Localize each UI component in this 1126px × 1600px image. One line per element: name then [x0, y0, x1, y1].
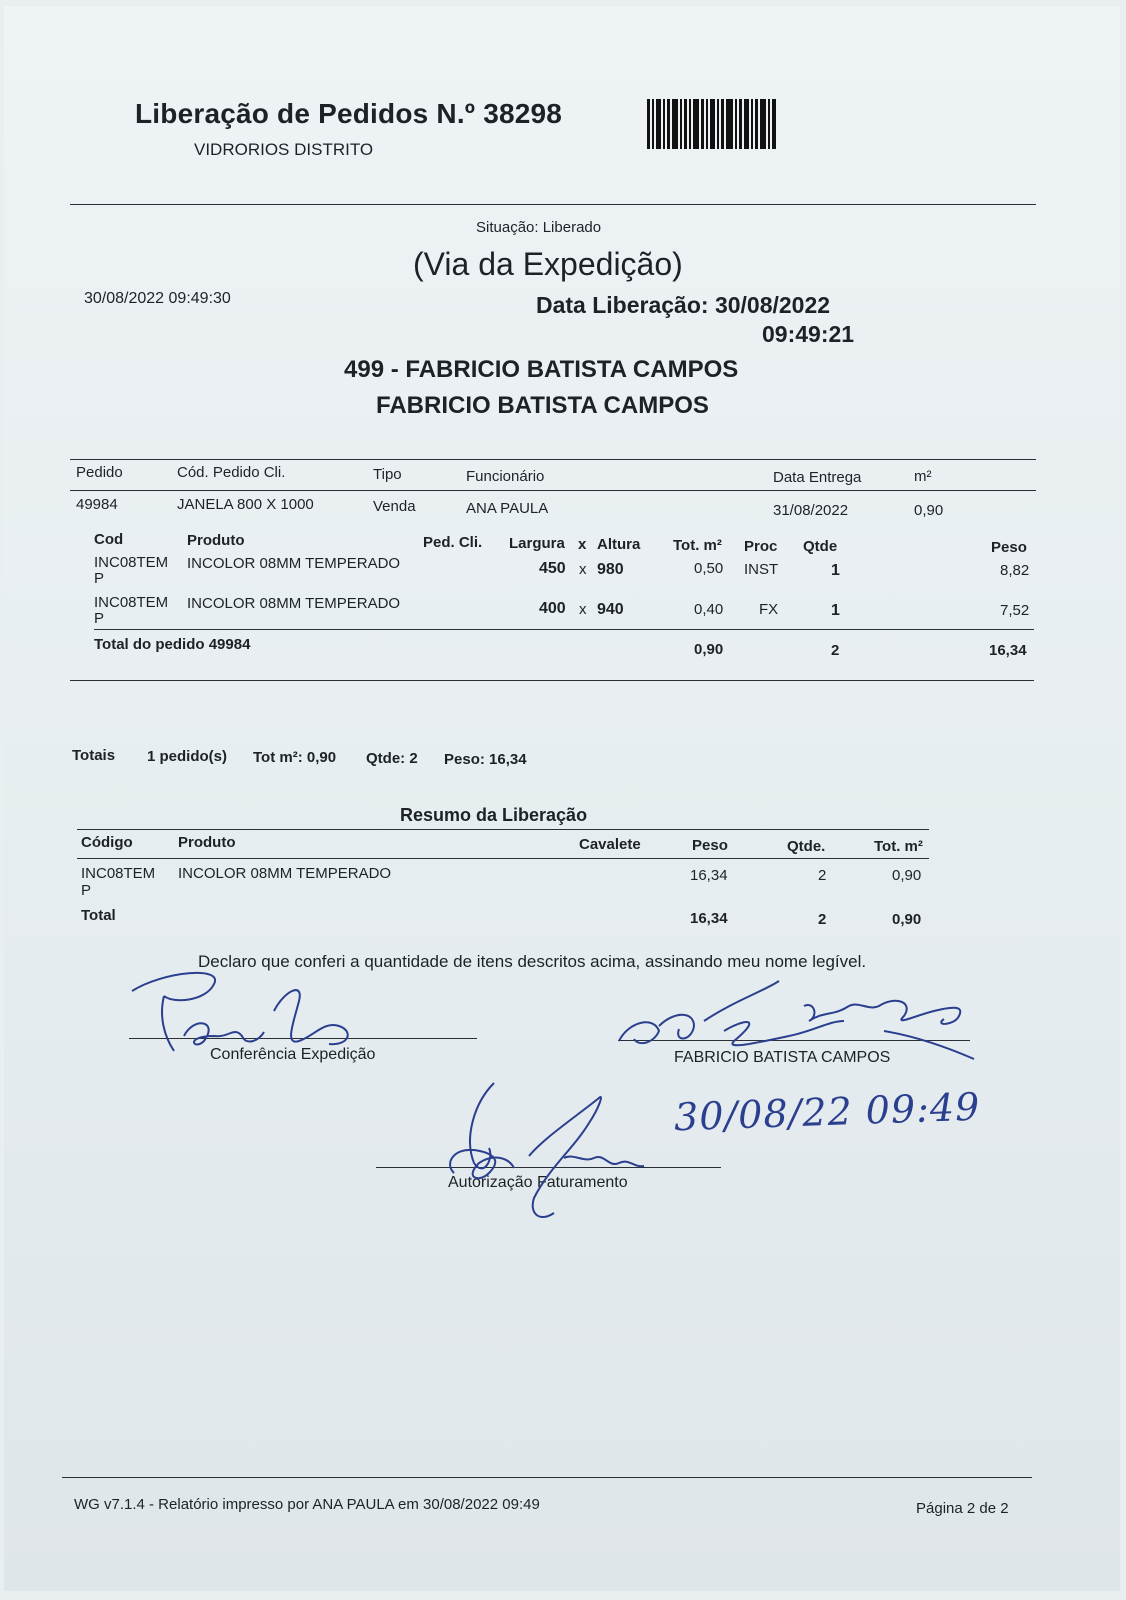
- item-1-tot: 0,50: [694, 560, 724, 577]
- release-date: Data Liberação: 30/08/2022: [536, 292, 831, 318]
- item-2-tot: 0,40: [694, 601, 724, 618]
- totals-pedidos: 1 pedido(s): [147, 748, 228, 765]
- items-col-ped-cli: Ped. Cli.: [423, 534, 483, 551]
- summary-total-label: Total: [81, 907, 116, 924]
- document-sheet: [4, 6, 1120, 1591]
- item-2-x: x: [579, 601, 587, 618]
- summary-row-tot: 0,90: [892, 867, 922, 884]
- signature-paulo: [124, 966, 384, 1061]
- handwritten-date: 30/08/22 09:49: [673, 1084, 981, 1140]
- items-col-largura: Largura: [509, 535, 565, 552]
- col-data-entrega: Data Entrega: [773, 469, 862, 486]
- summary-total-qtde: 2: [818, 911, 827, 928]
- barcode: [647, 99, 778, 149]
- items-total-rule: [94, 629, 1034, 630]
- summary-col-peso: Peso: [692, 837, 728, 854]
- summary-col-produto: Produto: [178, 834, 236, 851]
- col-pedido: Pedido: [76, 464, 123, 481]
- items-col-cod: Cod: [94, 531, 124, 548]
- item-2-qtde: 1: [831, 602, 840, 619]
- item-2-cod: INC08TEM: [94, 594, 169, 611]
- client-signature-label: FABRICIO BATISTA CAMPOS: [674, 1049, 891, 1066]
- order-type: Venda: [373, 498, 416, 515]
- order-client-code: JANELA 800 X 1000: [177, 496, 314, 513]
- totals-peso: Peso: 16,34: [444, 751, 527, 768]
- summary-total-tot: 0,90: [892, 911, 922, 928]
- totals-label: Totais: [72, 747, 116, 764]
- order-table-top-rule: [70, 459, 1036, 460]
- order-m2: 0,90: [914, 502, 944, 519]
- col-tipo: Tipo: [373, 466, 402, 483]
- summary-total-peso: 16,34: [690, 910, 728, 927]
- order-employee: ANA PAULA: [466, 500, 549, 517]
- summary-title: Resumo da Liberação: [400, 805, 588, 825]
- footer-page-number: Página 2 de 2: [916, 1500, 1009, 1517]
- situation-label: Situação: Liberado: [476, 219, 602, 236]
- summary-top-rule: [77, 829, 929, 830]
- order-number: 49984: [76, 496, 118, 513]
- footer-divider: [62, 1477, 1032, 1478]
- item-2-peso: 7,52: [1000, 602, 1030, 619]
- company-name: VIDRORIOS DISTRITO: [194, 140, 374, 159]
- summary-row-codigo-cont: P: [81, 882, 92, 899]
- items-col-peso: Peso: [991, 539, 1027, 556]
- item-1-x: x: [579, 561, 587, 578]
- order-delivery-date: 31/08/2022: [773, 502, 849, 519]
- signature-ana-paula: [434, 1078, 654, 1228]
- items-col-altura: Altura: [597, 536, 641, 553]
- item-1-qtde: 1: [831, 562, 840, 579]
- order-total-label: Total do pedido 49984: [94, 636, 251, 653]
- footer-print-info: WG v7.1.4 - Relatório impresso por ANA PAULA em 30/08/2022 09:49: [74, 1496, 540, 1513]
- via-label: (Via da Expedição): [413, 246, 683, 282]
- item-2-proc: FX: [759, 601, 779, 618]
- order-total-peso: 16,34: [989, 642, 1027, 659]
- item-1-cod: INC08TEM: [94, 554, 169, 571]
- summary-col-codigo: Código: [81, 834, 133, 851]
- order-table-bottom-rule: [70, 680, 1034, 681]
- document-title: Liberação de Pedidos N.º 38298: [135, 98, 563, 129]
- items-col-tot-m2: Tot. m²: [673, 537, 722, 554]
- header-divider: [70, 204, 1036, 205]
- summary-col-cavalete: Cavalete: [579, 836, 641, 853]
- order-table-header-rule: [70, 490, 1036, 491]
- items-col-produto: Produto: [187, 532, 245, 549]
- summary-row-codigo: INC08TEM: [81, 865, 156, 882]
- summary-header-rule: [77, 858, 929, 859]
- item-1-cod-cont: P: [94, 570, 105, 587]
- signature-fabricio: [614, 981, 984, 1081]
- totals-m2: Tot m²: 0,90: [253, 749, 337, 766]
- item-2-cod-cont: P: [94, 610, 105, 627]
- printed-timestamp: 30/08/2022 09:49:30: [84, 290, 231, 307]
- items-col-x: x: [578, 536, 587, 553]
- item-2-produto: INCOLOR 08MM TEMPERADO: [187, 595, 401, 612]
- col-cod-pedido-cli: Cód. Pedido Cli.: [177, 464, 286, 481]
- client-code-name: 499 - FABRICIO BATISTA CAMPOS: [344, 356, 739, 383]
- summary-col-qtde: Qtde.: [787, 838, 826, 855]
- autorizacao-label: Autorização Faturamento: [448, 1174, 628, 1191]
- order-total-m2: 0,90: [694, 641, 724, 658]
- item-2-altura: 940: [597, 601, 624, 618]
- conferencia-label: Conferência Expedição: [210, 1046, 376, 1063]
- col-m2: m²: [914, 468, 932, 485]
- summary-row-produto: INCOLOR 08MM TEMPERADO: [178, 865, 392, 882]
- declaration-text: Declaro que conferi a quantidade de itens descritos acima, assinando meu nome legível.: [198, 952, 867, 971]
- client-name: FABRICIO BATISTA CAMPOS: [376, 392, 709, 419]
- summary-row-qtde: 2: [818, 867, 827, 884]
- totals-qtde: Qtde: 2: [366, 750, 418, 767]
- items-col-proc: Proc: [744, 538, 778, 555]
- items-col-qtde: Qtde: [803, 538, 838, 555]
- summary-row-peso: 16,34: [690, 867, 728, 884]
- release-time: 09:49:21: [762, 321, 855, 347]
- order-total-qtde: 2: [831, 642, 840, 659]
- item-2-largura: 400: [539, 600, 566, 617]
- item-1-produto: INCOLOR 08MM TEMPERADO: [187, 555, 401, 572]
- col-funcionario: Funcionário: [466, 468, 545, 485]
- item-1-peso: 8,82: [1000, 562, 1030, 579]
- item-1-proc: INST: [744, 561, 779, 578]
- item-1-altura: 980: [597, 561, 624, 578]
- summary-col-tot-m2: Tot. m²: [874, 838, 923, 855]
- item-1-largura: 450: [539, 560, 566, 577]
